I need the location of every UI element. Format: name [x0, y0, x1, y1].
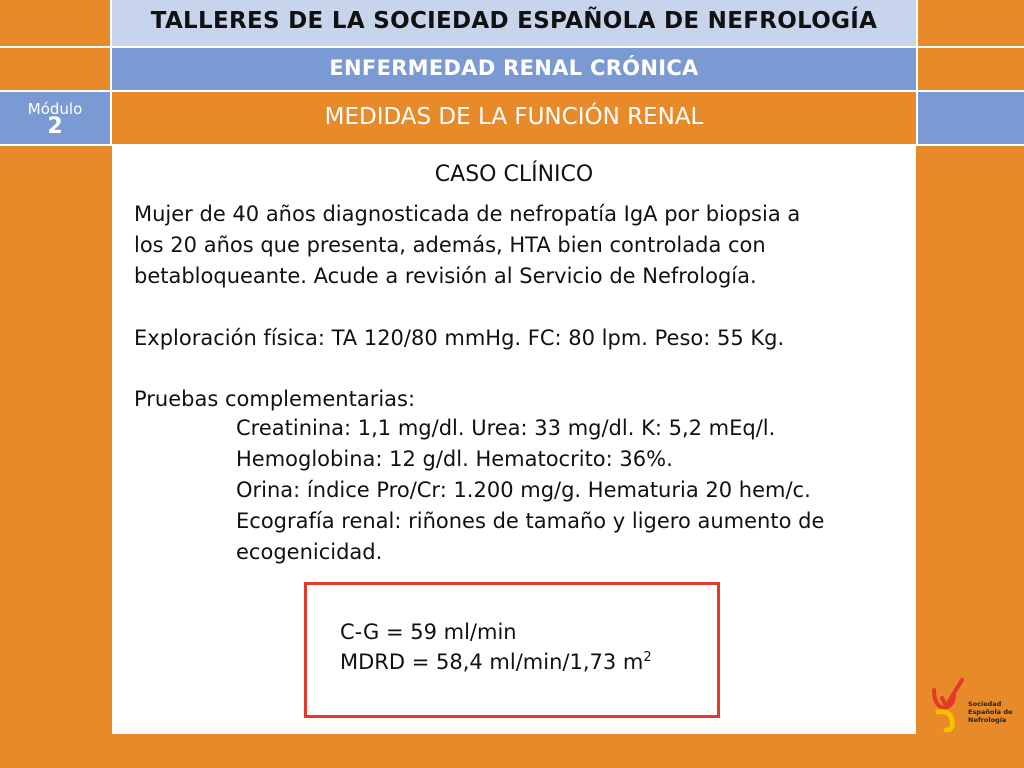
case-heading: CASO CLÍNICO — [434, 162, 594, 187]
test-line: Ecografía renal: riñones de tamaño y ligero aumento de — [236, 509, 825, 533]
page-title: TALLERES DE LA SOCIEDAD ESPAÑOLA DE NEFROLOGÍA — [150, 8, 878, 34]
mdrd-text: MDRD = 58,4 ml/min/1,73 m — [340, 650, 644, 674]
test-line: ecogenicidad. — [236, 540, 383, 564]
logo-line: Sociedad — [968, 700, 1002, 708]
case-intro-line: Mujer de 40 años diagnosticada de nefropatía IgA por biopsia a — [134, 202, 801, 226]
test-line: Creatinina: 1,1 mg/dl. Urea: 33 mg/dl. K: 5,2 mEq/l. — [236, 416, 776, 440]
mdrd-superscript: 2 — [643, 650, 652, 665]
case-intro-line: betabloqueante. Acude a revisión al Servicio de Nefrología. — [134, 264, 757, 288]
divider — [0, 46, 1024, 48]
exploration-text: Exploración física: TA 120/80 mmHg. FC: 80 lpm. Peso: 55 Kg. — [134, 326, 785, 350]
mdrd-result — [340, 650, 652, 674]
test-line: Orina: índice Pro/Cr: 1.200 mg/g. Hematuria 20 hem/c. — [236, 478, 811, 502]
modulo-badge — [0, 92, 110, 144]
divider — [0, 90, 1024, 92]
cg-result: C-G = 59 ml/min — [340, 620, 517, 644]
header-right-block — [918, 92, 1024, 144]
test-line: Hemoglobina: 12 g/dl. Hematocrito: 36%. — [236, 447, 673, 471]
sen-logo — [928, 676, 1018, 746]
case-intro-line: los 20 años que presenta, además, HTA bien controlada con — [134, 233, 766, 257]
sen-logo-text — [968, 700, 1012, 724]
modulo-number: 2 — [47, 114, 63, 139]
section-title: MEDIDAS DE LA FUNCIÓN RENAL — [324, 104, 704, 130]
tests-heading: Pruebas complementarias: — [134, 387, 416, 411]
modulo-label: Módulo — [27, 100, 83, 118]
logo-line: Española de — [968, 708, 1013, 716]
sen-logo-icon — [928, 676, 968, 732]
page-subtitle: ENFERMEDAD RENAL CRÓNICA — [329, 56, 699, 80]
logo-line: Nefrología — [968, 716, 1007, 724]
